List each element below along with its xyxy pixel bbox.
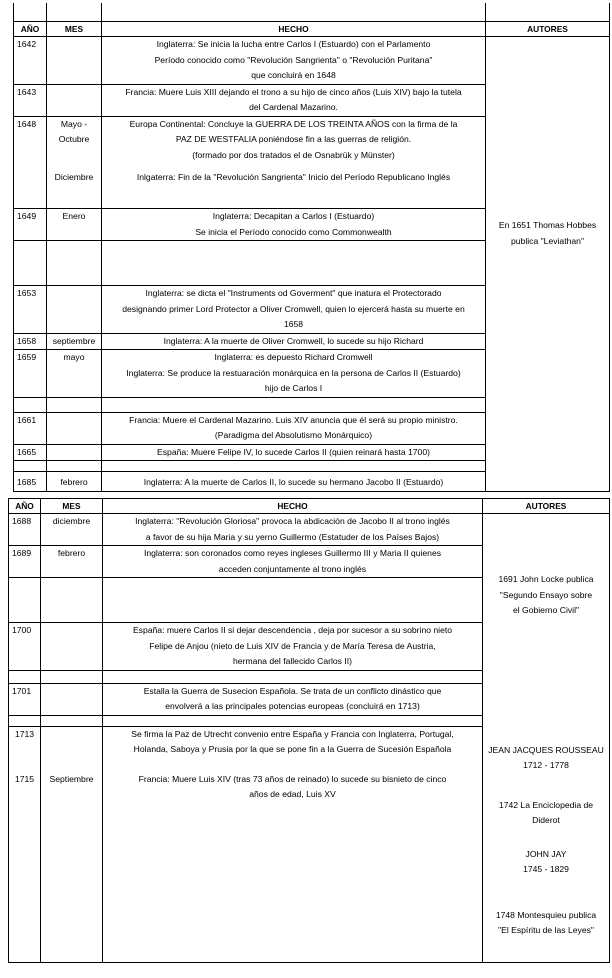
header-authors: AUTORES	[486, 22, 610, 37]
authors-cell	[486, 37, 610, 492]
event-line: Holanda, Saboya y Prusia por la que se pone fin a la Guerra de Sucesión Española	[133, 744, 452, 754]
event-line: Inglaterra: Decapitan a Carlos I (Estuardo)	[212, 211, 375, 221]
author-line: JEAN JACQUES ROUSSEAU	[488, 744, 604, 755]
event-line: hermana del fallecido Carlos II)	[233, 656, 352, 666]
event-line: envolverá a las principales potencias europeas (concluirá en 1713)	[165, 701, 420, 711]
month-cell	[47, 412, 102, 444]
event-cell	[102, 116, 486, 163]
event-line: Inglaterra: A la muerte de Carlos II, lo sucede su hermano Jacobo II (Estuardo)	[143, 477, 444, 487]
event-line: designando primer Lord Protector a Oliver Cromwell, quien lo ejercerá hasta su muerte en	[122, 303, 465, 314]
year-cell: 1715	[9, 758, 41, 963]
year-cell: 1688	[9, 514, 41, 546]
month-cell: Diciembre	[47, 163, 102, 209]
month-cell: septiembre	[47, 333, 102, 350]
table-row	[14, 37, 610, 85]
event-cell	[102, 37, 486, 85]
month-cell: mayo	[47, 350, 102, 398]
year-cell: 1648	[14, 116, 47, 209]
event-line: (formado por dos tratados el de Osnabrük y Münster)	[192, 149, 395, 160]
author-line: "Segundo Ensayo sobre	[499, 589, 593, 600]
event-line: Europa Continental: Concluye la GUERRA DE LOS TREINTA AÑOS con la firma de la	[129, 118, 458, 129]
month-cell: febrero	[47, 472, 102, 492]
event-cell	[102, 84, 486, 116]
year-cell: 1658	[14, 333, 47, 350]
header-event: HECHO	[102, 22, 486, 37]
event-line: Inlgaterra: Fin de la "Revolución Sangrienta" Inicio del Período Republicano Inglés	[136, 172, 451, 182]
event-cell	[102, 163, 486, 209]
author-line: publica "Leviathan"	[511, 235, 584, 246]
year-cell: 1642	[14, 37, 47, 85]
event-line: acceden conjuntamente al trono inglés	[218, 563, 367, 574]
year-cell: 1701	[9, 683, 41, 715]
author-line: En 1651 Thomas Hobbes	[498, 220, 597, 230]
month-cell: Mayo - Octubre	[47, 116, 102, 163]
event-line: PAZ DE WESTFALIA poniéndose fin a las guerras de religión.	[175, 134, 412, 144]
event-line: Estalla la Guerra de Susecion Española. Se trata de un conflicto dinástico que	[143, 685, 442, 696]
month-cell: Enero	[47, 209, 102, 241]
event-line: años de edad, Luis XV	[249, 789, 336, 799]
event-line: Inglaterra: Se produce la restuaración monárquica en la persona de Carlos II (Estuardo)	[126, 367, 461, 378]
event-line: Inglaterra: son coronados como reyes ingleses Guillermo III y Maria II quienes	[143, 548, 442, 558]
event-line: a favor de su hija Maria y su yerno Guillermo (Estatuder de los Países Bajos)	[145, 531, 440, 542]
month-cell	[47, 84, 102, 116]
author-line: 1712 - 1778	[523, 760, 569, 770]
author-line: el Gobierno Civil"	[512, 605, 580, 615]
event-line: Inglaterra: "Revolución Gloriosa" provoca la abdicación de Jacobo II al trono inglés	[135, 516, 450, 526]
month-cell	[41, 623, 103, 671]
year-cell: 1643	[14, 84, 47, 116]
event-line: (Paradigma del Absolutismo Monárquico)	[214, 430, 373, 440]
year-cell: 1685	[14, 472, 47, 492]
event-line: Francia: Muere Luis XIV (tras 73 años de reinado) lo sucede su bisnieto de cinco	[138, 773, 447, 784]
month-cell: diciembre	[41, 514, 103, 546]
author-line: Diderot	[532, 815, 560, 825]
event-cell	[102, 286, 486, 334]
event-cell	[102, 472, 486, 492]
author-line: 1745 - 1829	[523, 864, 569, 874]
event-line: Francia: Muere el Cardenal Mazarino. Luis XIV anuncia que él será su propio ministro.	[129, 414, 458, 425]
event-line: Se inicia el Período conocido como Commonwealth	[195, 226, 392, 237]
header-year: AÑO	[14, 22, 47, 37]
event-line: España: muere Carlos II si dejar descendencia , deja por sucesor a su sobrino nieto	[132, 625, 453, 635]
event-line: que concluirá en 1648	[251, 70, 336, 80]
year-cell: 1661	[14, 412, 47, 444]
event-line: Francia: Muere Luis XIII dejando el trono a su hijo de cinco años (Luis XIV) bajo la tutela	[125, 86, 462, 97]
month-cell	[47, 286, 102, 334]
author-line: "El Espíritu de las Leyes"	[498, 925, 594, 935]
table-row	[9, 514, 610, 546]
author-line: 1748 Montesquieu publica	[495, 909, 597, 920]
author-line: JOHN JAY	[525, 848, 567, 859]
event-cell	[102, 444, 486, 461]
event-cell	[103, 726, 483, 758]
event-line: 1658	[283, 319, 304, 329]
event-cell	[103, 514, 483, 546]
month-cell	[41, 726, 103, 758]
event-line: del Cardenal Mazarino.	[249, 102, 338, 112]
month-cell	[41, 683, 103, 715]
event-cell	[102, 333, 486, 350]
authors-cell	[483, 514, 610, 963]
author-line: 1691 John Locke publica	[498, 574, 594, 584]
year-cell: 1659	[14, 350, 47, 398]
header-year: AÑO	[9, 499, 41, 514]
event-cell	[103, 623, 483, 671]
chronology-table-2	[8, 498, 610, 963]
year-cell: 1665	[14, 444, 47, 461]
event-line: Período conocido como "Revolución Sangrienta" o "Revolución Puritana"	[154, 54, 433, 65]
event-cell	[102, 412, 486, 444]
event-line: Se firma la Paz de Utrecht convenio entre España y Francia con Inglaterra, Portugal,	[131, 728, 454, 739]
event-cell	[103, 546, 483, 578]
year-cell: 1700	[9, 623, 41, 671]
header-month: MES	[41, 499, 103, 514]
year-cell: 1653	[14, 286, 47, 334]
event-cell	[103, 683, 483, 715]
year-cell: 1713	[9, 726, 41, 758]
event-cell	[102, 350, 486, 398]
month-cell	[47, 444, 102, 461]
header-month: MES	[47, 22, 102, 37]
year-cell: 1649	[14, 209, 47, 241]
month-cell: Septiembre	[41, 758, 103, 963]
event-line: Inglaterra: es depuesto Richard Cromwell	[214, 352, 373, 362]
event-line: hijo de Carlos I	[264, 383, 323, 393]
event-line: España: Muere Felipe IV, lo sucede Carlos II (quien reinará hasta 1700)	[157, 446, 430, 457]
header-event: HECHO	[103, 499, 483, 514]
event-cell	[102, 209, 486, 241]
author-line: 1742 La Enciclopedia de	[498, 799, 594, 810]
header-authors: AUTORES	[483, 499, 610, 514]
event-cell	[103, 758, 483, 963]
chronology-table-1	[13, 3, 610, 492]
event-line: Inglaterra: Se inicia la lucha entre Carlos I (Estuardo) con el Parlamento	[156, 39, 431, 49]
event-line: Felipe de Anjou (nieto de Luis XIV de Francia y de María Teresa de Austria,	[149, 640, 436, 651]
event-line: Inglaterra: se dicta el "Instruments od Goverment" que inatura el Protectorado	[145, 288, 442, 298]
month-cell	[47, 37, 102, 85]
year-cell: 1689	[9, 546, 41, 578]
event-line: Inglaterra: A la muerte de Oliver Cromwell, lo sucede su hijo Richard	[163, 335, 424, 346]
month-cell: febrero	[41, 546, 103, 578]
